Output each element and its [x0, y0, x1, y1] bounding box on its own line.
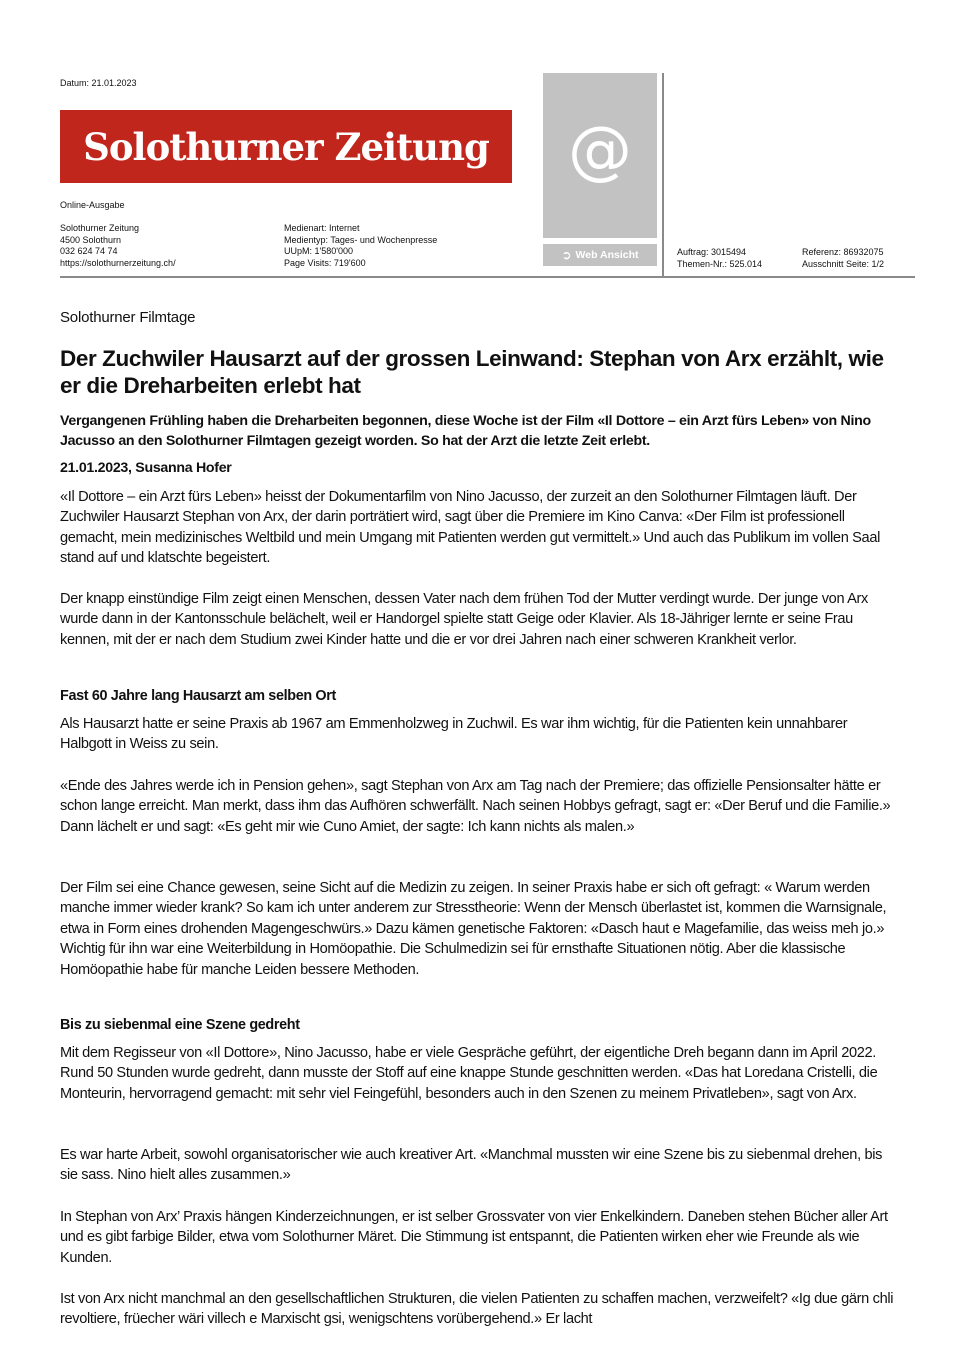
- media-type: Medienart: Internet: [284, 223, 360, 233]
- reference-number: Referenz: 86932075: [802, 247, 884, 257]
- media-category: Medientyp: Tages- und Wochenpresse: [284, 234, 438, 245]
- reference-info: [802, 247, 884, 270]
- article-subheading: Fast 60 Jahre lang Hausarzt am selben Ort: [60, 688, 336, 704]
- article-paragraph: «Ende des Jahres werde ich in Pension gehen», sagt Stephan von Arx am Tag nach der Premiere; das offizielle Pensionsalter hätte er schon lange erreicht. Man merkt, dass ihm das Aufhören schwerfällt. Nach seinen Hobbys gefragt, sagt er: «Der Beruf und die Familie.» Dann lächelt er und sagt: «Es geht mir wie Cuno Amiet, der sagte: Ich kann nichts als malen.»: [60, 778, 891, 835]
- article-paragraph: «Il Dottore – ein Arzt fürs Leben» heisst der Dokumentarfilm von Nino Jacusso, der zurzeit an den Solothurner Filmtagen läuft. Der Zuchwiler Hausarzt Stephan von Arx, der darin porträtiert wird, sagt über die Premiere im Kino Canva: «Der Film ist professionell gemacht, mein medizinisches Weltbild und mein Umgang mit Patienten werden gut vermittelt.» Und auch das Publikum im vollen Saal stand auf und klatschte begeistert.: [60, 489, 880, 567]
- publisher-address: 4500 Solothurn: [60, 234, 122, 245]
- article-headline: Der Zuchwiler Hausarzt auf der grossen Leinwand: Stephan von Arx erzählt, wie er die Dreharbeiten erlebt hat: [60, 346, 884, 398]
- article-lead: Vergangenen Frühling haben die Dreharbeiten begonnen, diese Woche ist der Film «Il Dottore – ein Arzt fürs Leben» von Nino Jacusso an den Solothurner Filmtagen gezeigt worden. So hat der Arzt die letzte Zeit erlebt.: [60, 413, 871, 449]
- article-byline: 21.01.2023, Susanna Hofer: [60, 460, 232, 476]
- article-paragraph: Der knapp einstündige Film zeigt einen Menschen, dessen Vater nach dem frühen Tod der Mutter verdingt wurde. Der junge von Arx wurde dann in der Kantonsschule belächelt, weil er Handorgel spielte statt Geige oder Klavier. Als 18-Jähriger lernte er seine Frau kennen, mit der er nach dem Studium zwei Kinder hatte und die er vor drei Jahren nach einer schweren Krankheit verlor.: [60, 591, 868, 648]
- logo-text: Solothurner Zeitung: [83, 124, 489, 169]
- document-date: Datum: 21.01.2023: [60, 78, 137, 88]
- media-info: [284, 223, 437, 269]
- web-view-button[interactable]: [543, 244, 657, 266]
- topic-number: Themen-Nr.: 525.014: [677, 258, 763, 269]
- online-source-badge: [543, 73, 657, 238]
- order-info: [677, 247, 762, 270]
- publisher-url[interactable]: https://solothurnerzeitung.ch/: [60, 257, 176, 268]
- at-icon: @: [568, 113, 632, 188]
- order-number: Auftrag: 3015494: [677, 247, 747, 257]
- web-view-label: Web Ansicht: [575, 249, 639, 261]
- header-divider-vertical: [662, 73, 664, 277]
- publisher-name: Solothurner Zeitung: [60, 223, 140, 233]
- unique-users: UUpM: 1'580'000: [284, 246, 353, 256]
- article-subheading: Bis zu siebenmal eine Szene gedreht: [60, 1017, 300, 1033]
- article-paragraph: Der Film sei eine Chance gewesen, seine Sicht auf die Medizin zu zeigen. In seiner Praxis habe er sich oft gefragt: « Warum werden manche immer wieder krank? So kam ich unter anderem zur Stresstheorie: Wenn der Mensch überlastet ist, kommen die Warnsignale, etwa in Form eines drohenden Magengeschwürs.» Dazu kämen genetische Faktoren: «Dasch haut e Magefamilie, das weiss meh jo.» Wichtig für ihn war eine Weiterbildung in Homöopathie. Die Schulmedizin sei für ernsthafte Situationen nötig. Aber die klassische Homöopathie habe für manche Leiden bessere Methoden.: [60, 880, 887, 978]
- article-paragraph: Mit dem Regisseur von «Il Dottore», Nino Jacusso, habe er viele Gespräche geführt, der eigentliche Dreh begann dann im April 2022. Rund 50 Stunden wurde gedreht, dann musste der Stoff auf eine knappe Stunde geschnitten werden. «Das hat Loredana Cristelli, die Monteurin, hervorragend gemacht: mit sehr viel Feingefühl, besonders auch in den Szenen zu meinem Privatleben», sagt von Arx.: [60, 1045, 878, 1102]
- page-visits: Page Visits: 719'600: [284, 257, 366, 268]
- article-paragraph: Ist von Arx nicht manchmal an den gesellschaftlichen Strukturen, die vielen Patienten zu schaffen machen, verzweifelt? «Ig due gärn chli revoltiere, früecher wäri villech e Marxischt gsi, wenigschtens vorübergehend.» Er lacht: [60, 1291, 894, 1328]
- clipping-page: Ausschnitt Seite: 1/2: [802, 258, 885, 269]
- article-section: Solothurner Filmtage: [60, 309, 196, 326]
- web-arrow-icon: ➲: [561, 248, 572, 262]
- newspaper-logo: [60, 110, 512, 183]
- header-divider: [60, 276, 915, 278]
- article-paragraph: Als Hausarzt hatte er seine Praxis ab 1967 am Emmenholzweg in Zuchwil. Es war ihm wichtig, für die Patienten kein unnahbarer Halbgott in Weiss zu sein.: [60, 716, 848, 753]
- article-paragraph: Es war harte Arbeit, sowohl organisatorischer wie auch kreativer Art. «Manchmal mussten wir eine Szene bis zu siebenmal drehen, bis sie sass. Nino hielt alles zusammen.»: [60, 1147, 883, 1184]
- publisher-info: [60, 223, 176, 269]
- article-paragraph: In Stephan von Arx’ Praxis hängen Kinderzeichnungen, er ist selber Grossvater von vier Enkelkindern. Daneben stehen Bücher aller Art und es gibt farbige Bilder, etwa vom Solothurner Märet. Die Stimmung ist entspannt, die Patienten wirken eher wie Freunde als wie Kunden.: [60, 1209, 888, 1266]
- publisher-phone: 032 624 74 74: [60, 246, 118, 256]
- edition-label: Online-Ausgabe: [60, 200, 125, 210]
